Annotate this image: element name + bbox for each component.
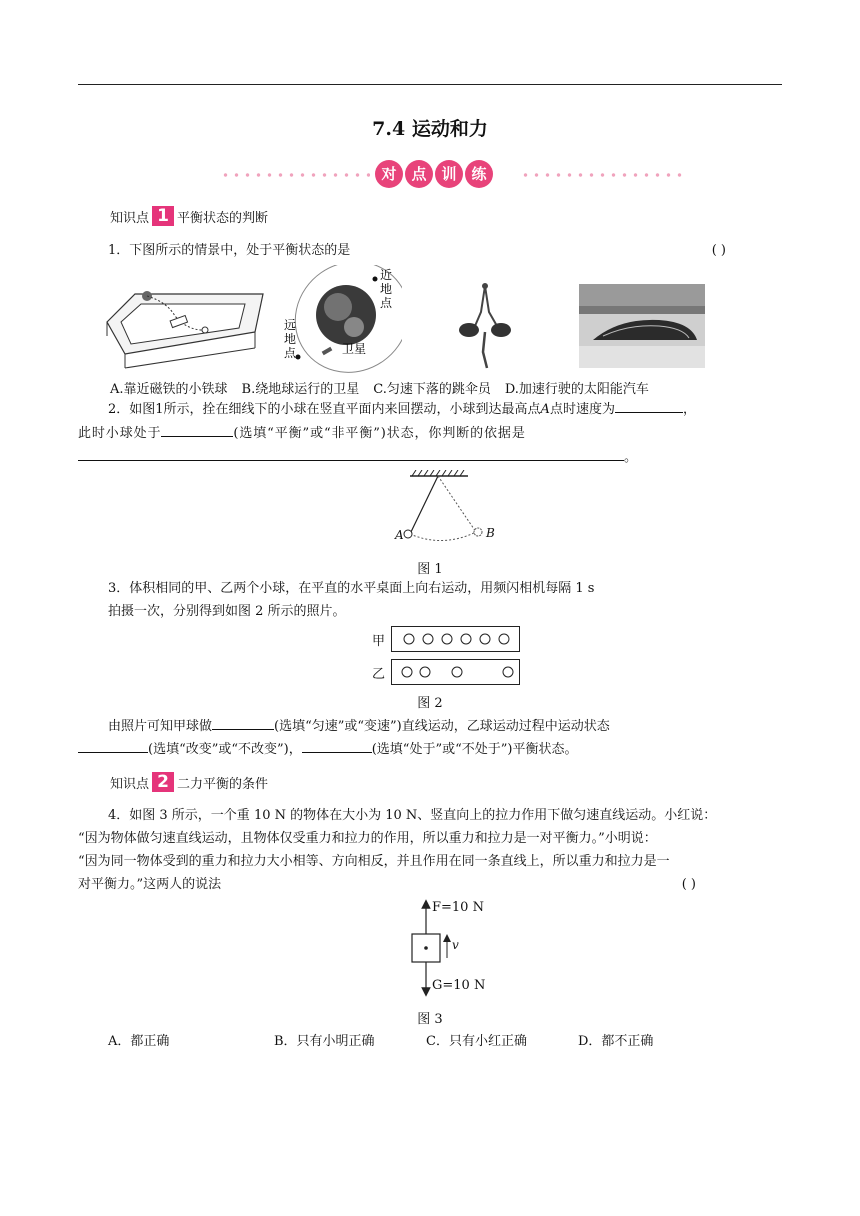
knowledge-point-2 [110,772,268,792]
q2-text-2: 此时小球处于 [78,426,162,441]
force-f-label: F=10 N [432,900,484,915]
parachutist-figure [455,282,515,370]
q1-option-b: B.绕地球运行的卫星 [241,382,360,397]
figure-1-caption: 图 1 [417,562,443,577]
q2-text-1: 2．如图1所示，拴在细线下的小球在竖直平面内来回摆动，小球到达最高点 [108,402,541,417]
q2-line-2 [78,422,782,444]
q3-text-4b: (选填“处于”或“不处于”)平衡状态。 [371,742,578,757]
q3-text-3b: (选填“匀速”或“变速”)直线运动，乙球运动过程中运动状态 [274,719,610,734]
kp-title: 平衡状态的判断 [177,210,269,226]
top-rule [78,84,782,85]
badge-char: 点 [405,160,433,188]
q4-option-a: A．都正确 [108,1034,170,1049]
svg-text:点: 点 [284,346,297,360]
page-title: 7.4 运动和力 [372,118,488,140]
q2-text-1c: ， [682,402,696,417]
kp-number: 1 [152,206,174,226]
q1-option-c: C.匀速下落的跳伞员 [373,382,491,397]
section-badges [375,160,493,188]
knowledge-point-1 [110,206,268,226]
q2-blank-1[interactable] [615,398,683,413]
kp-label: 知识点 [110,210,150,226]
q1-options [110,378,663,397]
q2-text-1b: 点时速度为 [549,402,615,417]
q2-var-a: A [540,402,550,417]
q3-blank-2[interactable] [78,738,148,753]
svg-text:近: 近 [380,268,393,282]
svg-text:地: 地 [380,282,393,296]
q4-option-b: B．只有小明正确 [274,1034,375,1049]
q4-line-1: 4．如图 3 所示，一个重 10 N 的物体在大小为 10 N、竖直向上的拉力作用下做匀速直线运动。小红说： [108,808,717,823]
q3-line-4 [78,738,782,760]
q1-option-a: A.靠近磁铁的小铁球 [110,382,228,397]
kp-label: 知识点 [110,776,150,792]
label-a: A [395,528,404,542]
left-dots [220,173,370,177]
q2-blank-3[interactable] [78,446,624,461]
svg-text:卫星: 卫星 [342,342,367,356]
force-g-label: G=10 N [432,978,486,993]
figure-2-caption: 图 2 [417,696,443,711]
q2-text-2b: (选填“平衡”或“非平衡”)状态，你判断的依据是 [233,426,526,441]
solar-car-figure [579,284,705,368]
satellite-figure [280,265,402,373]
q2-line-1 [78,398,812,420]
q1-option-d: D.加速行驶的太阳能汽车 [504,382,649,397]
q4-line-2: “因为物体做匀速直线运动，且物体仅受重力和拉力的作用，所以重力和拉力是一对平衡力。”小明说： [78,831,657,846]
q4-answer-paren: ( ) [681,877,696,892]
q1-stem [78,241,812,261]
q3-text-3a: 由照片可知甲球做 [108,719,213,734]
kp-number: 2 [152,772,174,792]
badge-char: 训 [435,160,463,188]
q3-line-3 [108,715,782,737]
q2-text-3: 。 [624,450,638,465]
section-header [0,160,860,192]
label-b: B [486,526,495,540]
q4-line-4 [78,875,782,895]
right-dots [520,173,684,177]
svg-text:点: 点 [380,296,393,310]
svg-text:地: 地 [284,332,297,346]
q3-blank-3[interactable] [302,738,372,753]
svg-text:远: 远 [284,318,297,332]
q3-line-2: 拍摄一次，分别得到如图 2 所示的照片。 [108,604,346,619]
q3-blank-1[interactable] [212,715,274,730]
badge-char: 练 [465,160,493,188]
photo-row-jia [391,626,521,652]
magnet-ball-figure [105,282,265,372]
q3-line-1: 3．体积相同的甲、乙两个小球，在平直的水平桌面上向右运动，用频闪相机每隔 1 s [108,581,595,596]
photo-row-yi [391,659,521,685]
figure-3-caption: 图 3 [417,1012,443,1027]
q4-line-3: “因为同一物体受到的重力和拉力大小相等、方向相反，并且作用在同一条直线上，所以重力和拉力是一 [78,854,670,869]
q2-line-3 [78,446,782,468]
q1-stem-text: 1．下图所示的情景中，处于平衡状态的是 [108,243,351,258]
q2-blank-2[interactable] [161,422,233,437]
kp-title: 二力平衡的条件 [177,776,269,792]
q3-text-4a: (选填“改变”或“不改变”)， [148,742,302,757]
row-jia-label: 甲 [372,634,386,649]
velocity-label: v [452,938,459,952]
badge-char: 对 [375,160,403,188]
q4-option-d: D．都不正确 [578,1034,654,1049]
q1-answer-paren: ( ) [711,243,726,258]
row-yi-label: 乙 [372,667,386,682]
q4-text-4: 对平衡力。”这两人的说法 [78,877,222,892]
q4-option-c: C．只有小红正确 [426,1034,527,1049]
